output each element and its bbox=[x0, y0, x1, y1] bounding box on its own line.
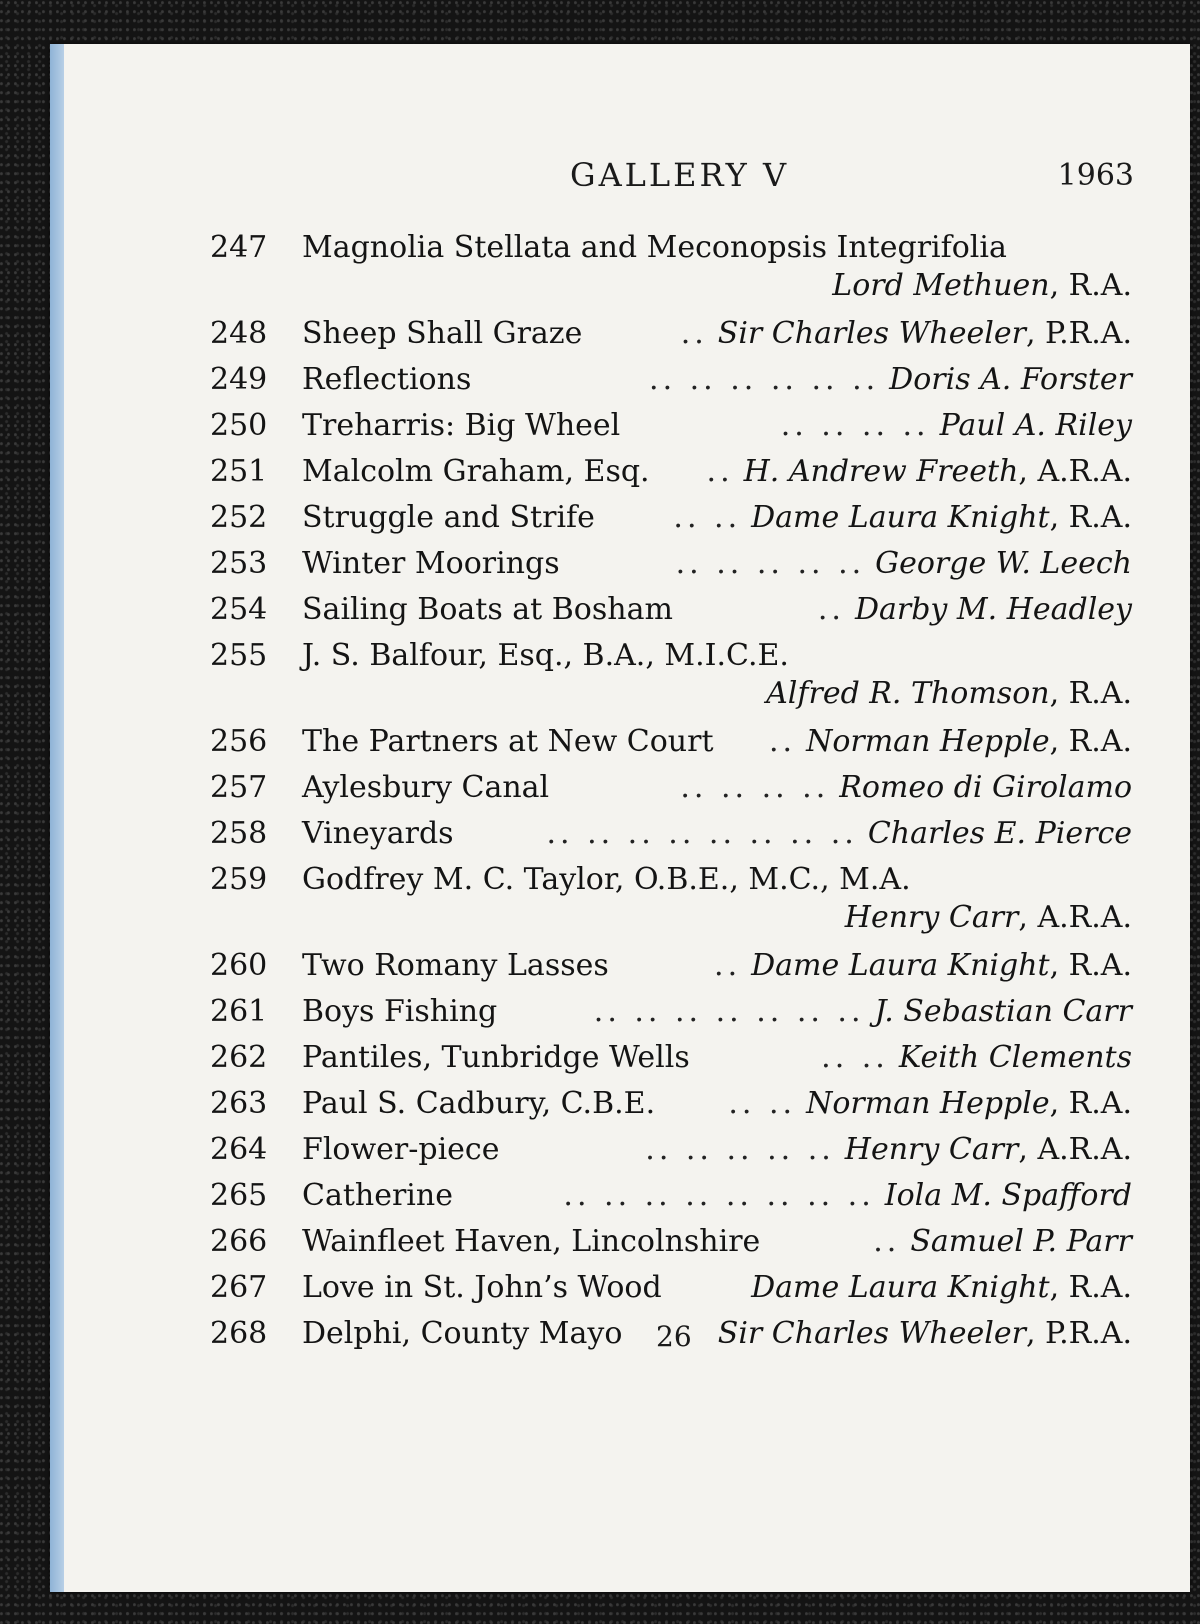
page-number: 26 bbox=[656, 1320, 692, 1353]
entry-number: 250 bbox=[210, 408, 268, 443]
catalogue-entry bbox=[210, 634, 1132, 714]
artist-suffix: , P.R.A. bbox=[1025, 316, 1132, 351]
entry-artist bbox=[885, 1178, 1132, 1213]
entry-row bbox=[210, 358, 1132, 404]
entry-title: Flower-piece bbox=[302, 1132, 500, 1167]
leader-dots: .. .. .. .. .. bbox=[645, 1132, 835, 1167]
entry-artist-row bbox=[210, 268, 1132, 306]
entry-artist bbox=[875, 994, 1132, 1029]
entry-number: 248 bbox=[210, 316, 268, 351]
entry-number: 267 bbox=[210, 1270, 268, 1305]
entry-row bbox=[210, 226, 1132, 268]
entry-number: 263 bbox=[210, 1086, 268, 1121]
artist-suffix: , R.A. bbox=[1049, 676, 1132, 711]
entry-artist-row bbox=[210, 676, 1132, 714]
leader-dots: .. .. .. .. .. .. .. bbox=[593, 994, 865, 1029]
leader-dots: .. bbox=[769, 724, 797, 759]
entry-row bbox=[210, 1082, 1132, 1128]
entry-title: Godfrey M. C. Taylor, O.B.E., M.C., M.A. bbox=[302, 862, 911, 897]
artist-suffix: , R.A. bbox=[1049, 1270, 1132, 1305]
artist-name: J. Sebastian Carr bbox=[874, 994, 1132, 1029]
entry-number: 256 bbox=[210, 724, 268, 759]
artist-suffix: , P.R.A. bbox=[1025, 1316, 1132, 1351]
leader-dots: .. .. .. .. bbox=[680, 770, 830, 805]
catalogue-entry bbox=[210, 542, 1132, 588]
entry-artist bbox=[845, 900, 1132, 935]
leader-dots: .. bbox=[706, 454, 734, 489]
entry-row bbox=[210, 588, 1132, 634]
leader-dots: .. bbox=[714, 948, 742, 983]
entry-artist bbox=[845, 1132, 1132, 1167]
entry-artist bbox=[744, 454, 1132, 489]
entry-title: Reflections bbox=[302, 362, 472, 397]
entry-row bbox=[210, 496, 1132, 542]
entry-title: Sheep Shall Graze bbox=[302, 316, 583, 351]
artist-name: Henry Carr bbox=[844, 900, 1019, 935]
entry-number: 268 bbox=[210, 1316, 268, 1351]
entry-row bbox=[210, 450, 1132, 496]
entry-number: 257 bbox=[210, 770, 268, 805]
entry-artist bbox=[806, 724, 1132, 759]
entry-row bbox=[210, 1036, 1132, 1082]
artist-name: Lord Methuen bbox=[832, 268, 1050, 303]
artist-suffix: , R.A. bbox=[1049, 1086, 1132, 1121]
artist-name: H. Andrew Freeth bbox=[743, 454, 1019, 489]
entry-title: Love in St. John’s Wood bbox=[302, 1270, 662, 1305]
entry-number: 247 bbox=[210, 230, 268, 265]
artist-name: Alfred R. Thomson bbox=[766, 676, 1050, 711]
entry-title: Two Romany Lasses bbox=[302, 948, 609, 983]
artist-suffix: , R.A. bbox=[1049, 500, 1132, 535]
entry-artist bbox=[832, 268, 1132, 303]
entry-number: 261 bbox=[210, 994, 268, 1029]
catalogue-entry bbox=[210, 588, 1132, 634]
artist-name: Dame Laura Knight bbox=[751, 500, 1050, 535]
entry-artist-row bbox=[210, 900, 1132, 938]
entry-title: Winter Moorings bbox=[302, 546, 560, 581]
entry-number: 262 bbox=[210, 1040, 268, 1075]
catalogue-entry bbox=[210, 358, 1132, 404]
entry-number: 251 bbox=[210, 454, 268, 489]
artist-name: Sir Charles Wheeler bbox=[717, 1316, 1026, 1351]
artist-name: Norman Hepple bbox=[806, 1086, 1050, 1121]
entry-artist bbox=[751, 500, 1132, 535]
artist-suffix: , A.R.A. bbox=[1018, 454, 1132, 489]
leader-dots: .. bbox=[817, 592, 845, 627]
entry-artist bbox=[875, 546, 1132, 581]
entry-title: Paul S. Cadbury, C.B.E. bbox=[302, 1086, 656, 1121]
entry-row bbox=[210, 1266, 1132, 1312]
artist-name: Norman Hepple bbox=[806, 724, 1050, 759]
artist-name: Doris A. Forster bbox=[889, 362, 1132, 397]
catalogue-entry bbox=[210, 1082, 1132, 1128]
artist-suffix: , R.A. bbox=[1049, 268, 1132, 303]
book-page bbox=[50, 44, 1190, 1592]
catalogue-entry bbox=[210, 450, 1132, 496]
entry-row bbox=[210, 812, 1132, 858]
catalogue-entry bbox=[210, 1174, 1132, 1220]
leader-dots: .. .. .. .. .. bbox=[675, 546, 866, 581]
entry-row bbox=[210, 542, 1132, 588]
catalogue-entry bbox=[210, 404, 1132, 450]
catalogue-list bbox=[210, 226, 1132, 1358]
artist-name: Dame Laura Knight bbox=[751, 1270, 1050, 1305]
entry-artist bbox=[718, 316, 1132, 351]
catalogue-entry bbox=[210, 990, 1132, 1036]
leader-dots: .. .. .. .. bbox=[780, 408, 930, 443]
entry-title: J. S. Balfour, Esq., B.A., M.I.C.E. bbox=[302, 638, 789, 673]
entry-row bbox=[210, 404, 1132, 450]
artist-name: Charles E. Pierce bbox=[867, 816, 1132, 851]
entry-artist bbox=[766, 676, 1132, 711]
entry-title: The Partners at New Court bbox=[302, 724, 714, 759]
entry-title: Pantiles, Tunbridge Wells bbox=[302, 1040, 690, 1075]
leader-dots: .. .. .. .. .. .. .. .. bbox=[563, 1178, 875, 1213]
catalogue-entry bbox=[210, 1266, 1132, 1312]
catalogue-entry bbox=[210, 858, 1132, 938]
catalogue-entry bbox=[210, 766, 1132, 812]
entry-row bbox=[210, 766, 1132, 812]
gallery-title: GALLERY V bbox=[570, 156, 790, 194]
leader-dots: .. .. .. .. .. .. .. .. bbox=[546, 816, 858, 851]
entry-number: 254 bbox=[210, 592, 268, 627]
entry-row bbox=[210, 720, 1132, 766]
entry-title: Boys Fishing bbox=[302, 994, 498, 1029]
entry-title: Wainfleet Haven, Lincolnshire bbox=[302, 1224, 761, 1259]
artist-name: Dame Laura Knight bbox=[751, 948, 1050, 983]
entry-artist bbox=[868, 816, 1132, 851]
entry-title: Catherine bbox=[302, 1178, 453, 1213]
entry-number: 253 bbox=[210, 546, 268, 581]
entry-number: 249 bbox=[210, 362, 268, 397]
entry-artist bbox=[839, 770, 1132, 805]
catalogue-entry bbox=[210, 812, 1132, 858]
artist-name: Romeo di Girolamo bbox=[839, 770, 1132, 805]
entry-artist bbox=[751, 1270, 1132, 1305]
catalogue-entry bbox=[210, 226, 1132, 306]
artist-suffix: , A.R.A. bbox=[1018, 900, 1132, 935]
entry-title: Aylesbury Canal bbox=[302, 770, 550, 805]
year-label: 1963 bbox=[1057, 158, 1134, 193]
entry-number: 252 bbox=[210, 500, 268, 535]
entry-artist bbox=[889, 362, 1132, 397]
leader-dots: .. bbox=[680, 316, 708, 351]
entry-number: 255 bbox=[210, 638, 268, 673]
catalogue-entry bbox=[210, 1220, 1132, 1266]
entry-number: 264 bbox=[210, 1132, 268, 1167]
entry-artist bbox=[855, 592, 1132, 627]
entry-row bbox=[210, 858, 1132, 900]
catalogue-entry bbox=[210, 1036, 1132, 1082]
leader-dots: .. .. bbox=[821, 1040, 889, 1075]
entry-title: Vineyards bbox=[302, 816, 454, 851]
catalogue-entry bbox=[210, 944, 1132, 990]
entry-title: Malcolm Graham, Esq. bbox=[302, 454, 650, 489]
leader-dots: .. .. bbox=[673, 500, 742, 535]
entry-title: Struggle and Strife bbox=[302, 500, 595, 535]
page-spine-edge bbox=[50, 44, 64, 1592]
artist-name: Sir Charles Wheeler bbox=[717, 316, 1026, 351]
entry-artist bbox=[718, 1316, 1132, 1351]
entry-row bbox=[210, 1174, 1132, 1220]
entry-row bbox=[210, 944, 1132, 990]
artist-name: Keith Clements bbox=[898, 1040, 1132, 1075]
entry-title: Treharris: Big Wheel bbox=[302, 408, 621, 443]
artist-name: George W. Leech bbox=[875, 546, 1132, 581]
leader-dots: .. .. bbox=[728, 1086, 797, 1121]
entry-title: Delphi, County Mayo bbox=[302, 1316, 623, 1351]
entry-artist bbox=[899, 1040, 1132, 1075]
entry-number: 258 bbox=[210, 816, 268, 851]
entry-number: 260 bbox=[210, 948, 268, 983]
entry-row bbox=[210, 312, 1132, 358]
catalogue-entry bbox=[210, 1128, 1132, 1174]
entry-row bbox=[210, 1220, 1132, 1266]
entry-number: 266 bbox=[210, 1224, 268, 1259]
catalogue-entry bbox=[210, 312, 1132, 358]
entry-number: 259 bbox=[210, 862, 268, 897]
entry-artist bbox=[910, 1224, 1132, 1259]
leader-dots: .. bbox=[873, 1224, 901, 1259]
entry-title: Magnolia Stellata and Meconopsis Integrifolia bbox=[302, 230, 1007, 265]
entry-artist bbox=[940, 408, 1132, 443]
artist-suffix: , A.R.A. bbox=[1018, 1132, 1132, 1167]
entry-row bbox=[210, 1128, 1132, 1174]
artist-name: Iola M. Spafford bbox=[884, 1178, 1132, 1213]
artist-name: Paul A. Riley bbox=[939, 408, 1132, 443]
entry-artist bbox=[751, 948, 1132, 983]
artist-name: Henry Carr bbox=[844, 1132, 1019, 1167]
entry-title: Sailing Boats at Bosham bbox=[302, 592, 673, 627]
entry-row bbox=[210, 634, 1132, 676]
artist-suffix: , R.A. bbox=[1049, 948, 1132, 983]
catalogue-entry bbox=[210, 720, 1132, 766]
entry-row bbox=[210, 990, 1132, 1036]
artist-name: Darby M. Headley bbox=[854, 592, 1132, 627]
entry-number: 265 bbox=[210, 1178, 268, 1213]
entry-artist bbox=[806, 1086, 1132, 1121]
catalogue-entry bbox=[210, 496, 1132, 542]
page-header bbox=[50, 156, 1190, 200]
artist-name: Samuel P. Parr bbox=[910, 1224, 1132, 1259]
artist-suffix: , R.A. bbox=[1049, 724, 1132, 759]
leader-dots: .. .. .. .. .. .. bbox=[649, 362, 880, 397]
